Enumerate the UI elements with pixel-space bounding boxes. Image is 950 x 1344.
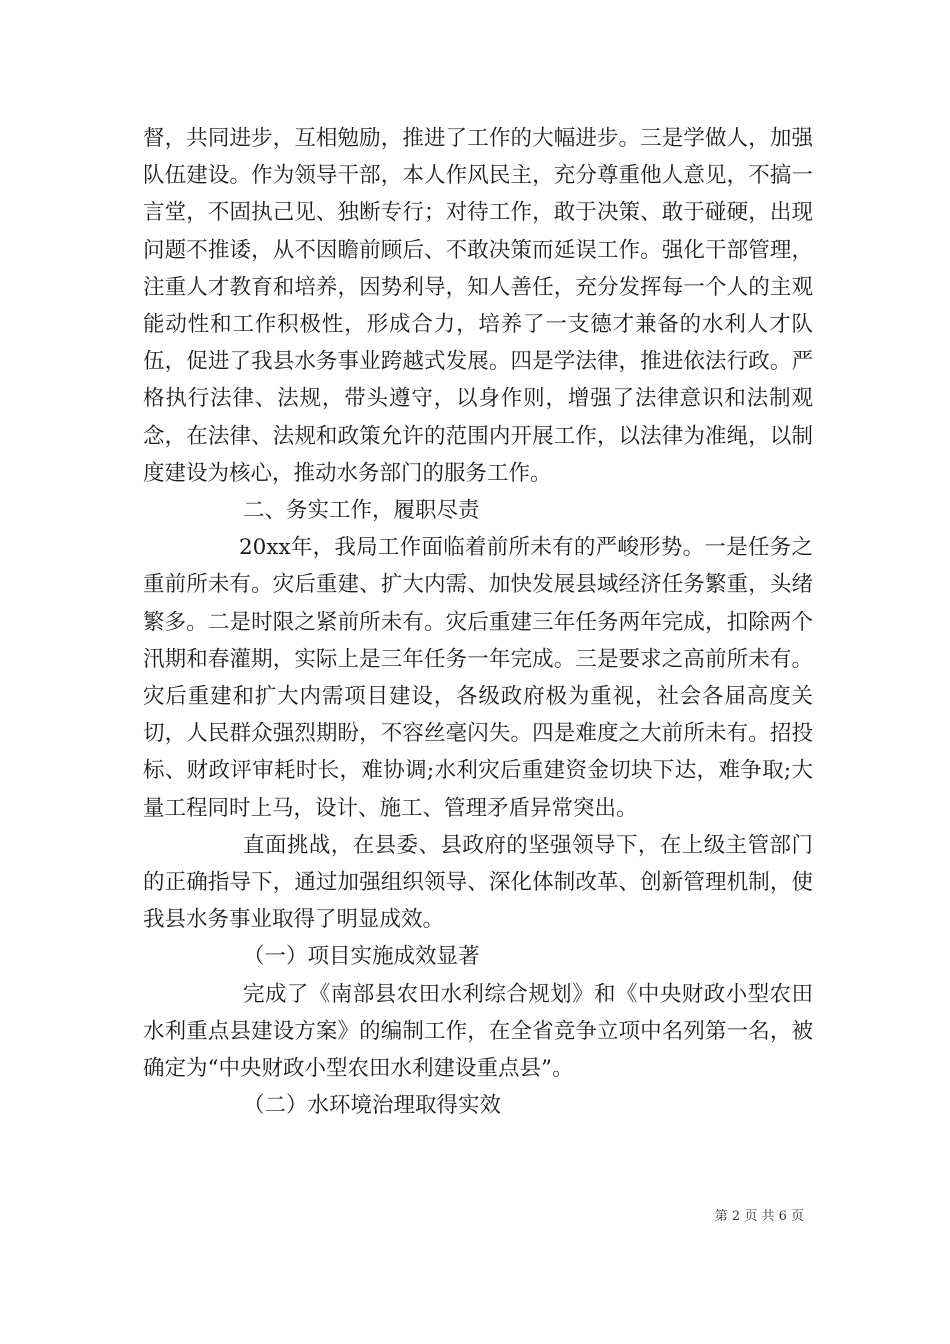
paragraph-project: 完成了《南部县农田水利综合规划》和《中央财政小型农田水利重点县建设方案》的编制工作，在全省竞争立项中名列第一名，被确定为“中央财政小型农田水利建设重点县”。 bbox=[143, 981, 813, 1082]
paragraph-situation: 20xx年，我局工作面临着前所未有的严峻形势。一是任务之重前所未有。灾后重建、扩大内需、加快发展县域经济任务繁重，头绪繁多。二是时限之紧前所未有。灾后重建三年任务两年完成，扣除两个汛期和春灌期，实际上是三年任务一年完成。三是要求之高前所未有。灾后重建和扩大内需项目建设，各级政府极为重视，社会各届高度关切，人民群众强烈期盼，不容丝毫闪失。四是难度之大前所未有。招投标、财政评审耗时长，难协调;水利灾后重建资金切块下达，难争取;大量工程同时上马，设计、施工、管理矛盾异常突出。 bbox=[143, 535, 813, 821]
paragraph-challenge: 直面挑战，在县委、县政府的坚强领导下，在上级主管部门的正确指导下，通过加强组织领导、深化体制改革、创新管理机制，使我县水务事业取得了明显成效。 bbox=[143, 832, 813, 933]
page-number-footer: 第 2 页 共 6 页 bbox=[714, 1209, 804, 1224]
section-heading-2: 二、务实工作，履职尽责 bbox=[243, 498, 480, 524]
subsection-heading-2: （二）水环境治理取得实效 bbox=[243, 1093, 502, 1119]
paragraph-continuation: 督，共同进步，互相勉励，推进了工作的大幅进步。三是学做人，加强队伍建设。作为领导干部，本人作风民主，充分尊重他人意见，不搞一言堂，不固执己见、独断专行；对待工作，敢于决策、敢于碰硬，出现问题不推诿，从不因瞻前顾后、不敢决策而延误工作。强化干部管理，注重人才教育和培养，因势利导，知人善任，充分发挥每一个人的主观能动性和工作积极性，形成合力，培养了一支德才兼备的水利人才队伍，促进了我县水务事业跨越式发展。四是学法律，推进依法行政。严格执行法律、法规，带头遵守，以身作则，增强了法律意识和法制观念，在法律、法规和政策允许的范围内开展工作，以法律为准绳，以制度建设为核心，推动水务部门的服务工作。 bbox=[143, 126, 813, 486]
subsection-heading-1: （一）项目实施成效显著 bbox=[243, 944, 480, 970]
body-text bbox=[143, 120, 813, 1124]
